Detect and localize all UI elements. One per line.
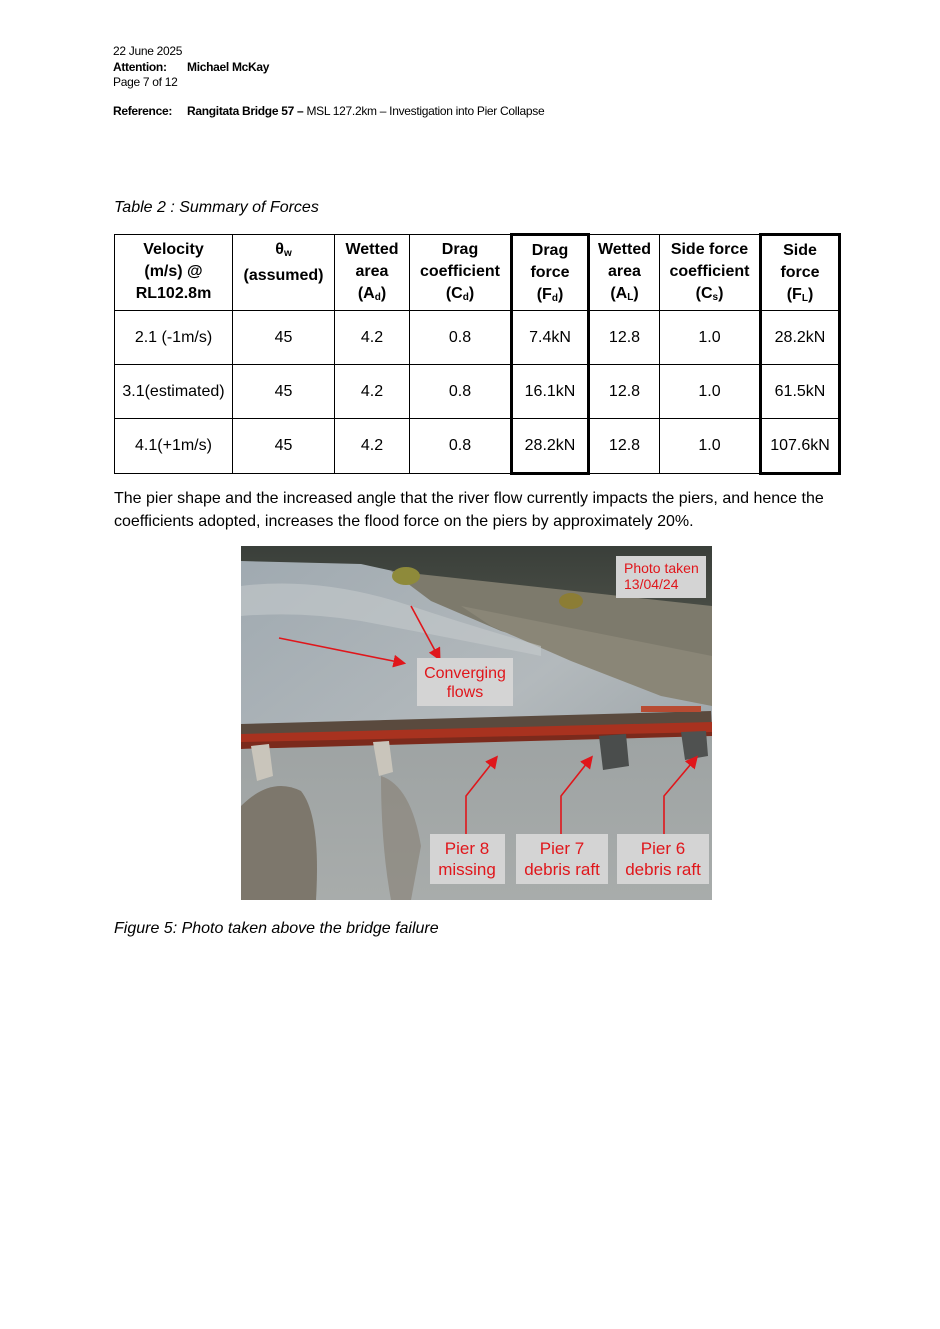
cell-velocity: 2.1 (-1m/s) <box>115 311 233 365</box>
svg-text:flows: flows <box>446 684 484 701</box>
cell-velocity: 3.1(estimated) <box>115 365 233 419</box>
cell-side-coefficient: 1.0 <box>660 311 761 365</box>
header-wetted-area-d: Wetted area $(A_d)$ <box>335 235 410 311</box>
svg-text:Pier 8: Pier 8 <box>444 839 490 858</box>
header-wetted-area-l: Wetted area $(A_L)$ <box>589 235 660 311</box>
svg-text:debris raft: debris raft <box>625 860 701 879</box>
reference-bold: Rangitata Bridge 57 – <box>187 104 304 118</box>
header-drag-coefficient: Drag coefficient $(C_d)$ <box>410 235 512 311</box>
label-pier-8 <box>430 834 505 884</box>
table-row <box>115 419 840 474</box>
svg-text:missing: missing <box>438 860 496 879</box>
cell-side-coefficient: 1.0 <box>660 365 761 419</box>
cell-drag-coefficient: 0.8 <box>410 419 512 474</box>
header-attention <box>113 60 269 75</box>
attention-label: Attention: <box>113 60 167 74</box>
cell-theta: 45 <box>233 419 335 474</box>
cell-drag-force: 28.2kN <box>512 419 589 474</box>
cell-theta: 45 <box>233 311 335 365</box>
table-row <box>115 365 840 419</box>
label-pier-7 <box>516 834 608 884</box>
attention-name: Michael McKay <box>187 60 270 74</box>
header-theta: $\theta_w$ (assumed) <box>233 235 335 311</box>
cell-side-force: 107.6kN <box>761 419 840 474</box>
cell-drag-force: 7.4kN <box>512 311 589 365</box>
cell-wetted-area-d: 4.2 <box>335 419 410 474</box>
reference-rest: MSL 127.2km – Investigation into Pier Collapse <box>303 104 545 118</box>
aerial-bridge-photo <box>241 546 712 900</box>
table-caption: Table 2 : Summary of Forces <box>114 199 319 216</box>
header-velocity: Velocity (m/s) @ RL102.8m <box>115 235 233 311</box>
cell-wetted-area-l: 12.8 <box>589 419 660 474</box>
cell-drag-force: 16.1kN <box>512 365 589 419</box>
svg-text:13/04/24: 13/04/24 <box>624 576 679 592</box>
cell-side-coefficient: 1.0 <box>660 419 761 474</box>
svg-text:Converging: Converging <box>424 665 506 682</box>
cell-wetted-area-d: 4.2 <box>335 311 410 365</box>
header-drag-force: Drag force $(F_d)$ <box>512 235 589 311</box>
cell-theta: 45 <box>233 365 335 419</box>
label-converging-flows <box>417 658 513 706</box>
svg-text:Pier 7: Pier 7 <box>539 839 585 858</box>
header-side-force: Side force $(F_L)$ <box>761 235 840 311</box>
cell-wetted-area-l: 12.8 <box>589 365 660 419</box>
svg-text:Photo taken: Photo taken <box>624 560 699 576</box>
figure-caption: Figure 5: Photo taken above the bridge failure <box>114 920 439 937</box>
table-header-row <box>115 235 840 311</box>
header-date: 22 June 2025 <box>113 44 183 58</box>
cell-side-force: 61.5kN <box>761 365 840 419</box>
label-photo-date <box>616 556 706 598</box>
cell-wetted-area-d: 4.2 <box>335 365 410 419</box>
body-paragraph: The pier shape and the increased angle that the river flow currently impacts the piers, and hence the coefficients adopted, increases the flood force on the piers by approximately 20%. <box>114 490 824 530</box>
svg-text:debris raft: debris raft <box>524 860 600 879</box>
header-reference <box>113 104 544 119</box>
cell-drag-coefficient: 0.8 <box>410 365 512 419</box>
header-side-force-coefficient: Side force coefficient $(C_s)$ <box>660 235 761 311</box>
header-page-number: Page 7 of 12 <box>113 75 178 89</box>
forces-table <box>114 233 841 475</box>
label-pier-6 <box>617 834 709 884</box>
svg-text:Pier 6: Pier 6 <box>640 839 686 858</box>
cell-side-force: 28.2kN <box>761 311 840 365</box>
cell-wetted-area-l: 12.8 <box>589 311 660 365</box>
table-row <box>115 311 840 365</box>
cell-velocity: 4.1(+1m/s) <box>115 419 233 474</box>
cell-drag-coefficient: 0.8 <box>410 311 512 365</box>
reference-label: Reference: <box>113 104 173 118</box>
